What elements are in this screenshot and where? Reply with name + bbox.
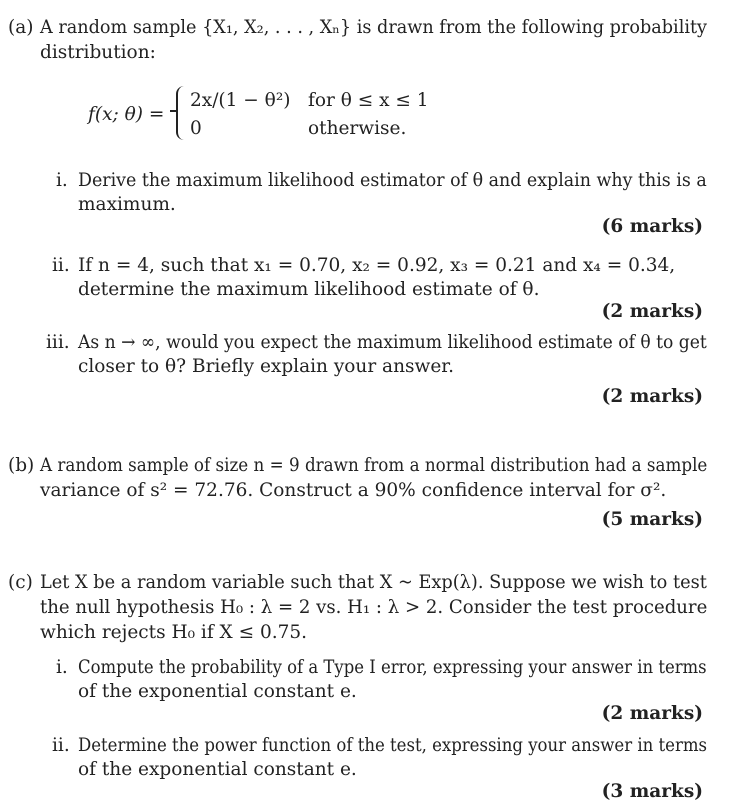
pdf-case2-condition: otherwise. [308,118,407,139]
pdf-case1-expression: 2x/(1 − θ²) [190,90,291,111]
part-a-iii-marks: (2 marks) [601,386,703,407]
pdf-case1-condition: for θ ≤ x ≤ 1 [308,90,429,111]
part-a-ii-marks: (2 marks) [601,301,703,322]
part-c-ii-label: ii. [52,735,70,756]
part-b-line2: variance of s² = 72.76. Construct a 90% confidence interval for σ². [40,480,667,501]
part-c-line1: Let X be a random variable such that X ~ Exp(λ). Suppose we wish to test [40,572,707,593]
part-c-label: (c) [8,572,33,593]
part-c-line2: the null hypothesis H₀ : λ = 2 vs. H₁ : λ > 2. Consider the test procedure [40,597,708,618]
part-c-line3: which rejects H₀ if X ≤ 0.75. [40,622,308,643]
part-c-i-line1: Compute the probability of a Type I error, expressing your answer in terms [78,657,707,678]
part-a-iii-line2: closer to θ? Briefly explain your answer. [78,356,454,377]
part-a-i-line2: maximum. [78,194,176,215]
part-b-marks: (5 marks) [601,509,703,530]
part-a-ii-label: ii. [52,255,70,276]
part-c-i-label: i. [56,657,68,678]
pdf-case2-expression: 0 [190,118,202,139]
part-a-i-line1: Derive the maximum likelihood estimator of θ and explain why this is a [78,170,707,191]
part-a-iii-label: iii. [46,332,70,353]
piecewise-brace [176,86,188,140]
part-c-ii-marks: (3 marks) [601,781,703,802]
part-a-intro-line1: A random sample {X₁, X₂, . . . , Xₙ} is drawn from the following probability [40,17,708,38]
part-c-ii-line2: of the exponential constant e. [78,759,357,780]
part-a-i-label: i. [56,170,68,191]
part-b-label: (b) [8,455,35,476]
pdf-lhs: f(x; θ) = [88,104,165,125]
part-c-i-line2: of the exponential constant e. [78,681,357,702]
part-a-ii-line2: determine the maximum likelihood estimate of θ. [78,279,540,300]
part-c-i-marks: (2 marks) [601,703,703,724]
part-a-i-marks: (6 marks) [601,216,703,237]
part-a-intro-line2: distribution: [40,42,156,63]
part-a-ii-line1: If n = 4, such that x₁ = 0.70, x₂ = 0.92, x₃ = 0.21 and x₄ = 0.34, [78,255,676,276]
part-a-iii-line1: As n → ∞, would you expect the maximum likelihood estimate of θ to get [78,332,707,353]
part-b-line1: A random sample of size n = 9 drawn from a normal distribution had a sample [40,455,708,476]
part-c-ii-line1: Determine the power function of the test, expressing your answer in terms [78,735,708,756]
part-a-label: (a) [8,17,34,38]
